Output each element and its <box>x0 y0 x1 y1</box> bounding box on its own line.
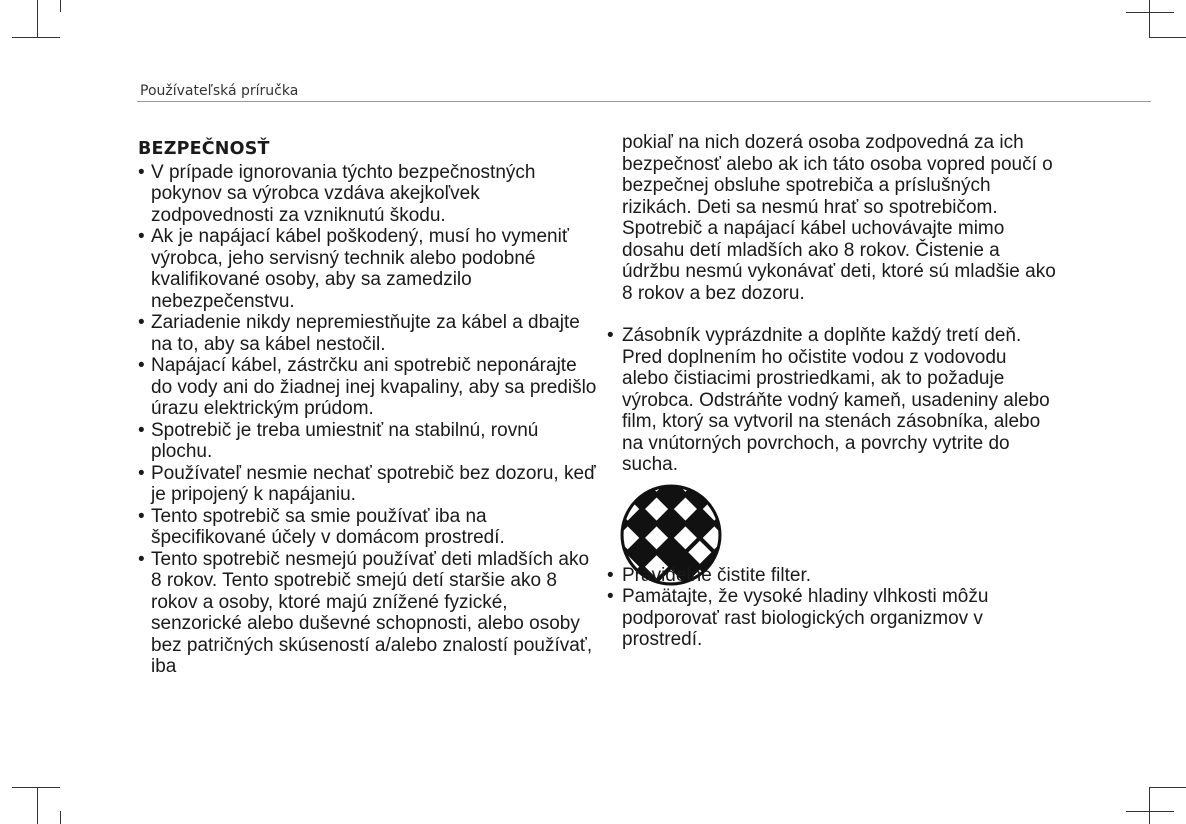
crop-mark <box>37 787 38 824</box>
list-item-text: Spotrebič je treba umiestniť na stabilnú, rovnú plochu. <box>151 419 539 462</box>
list-item-text: Zásobník vyprázdnite a doplňte každý tretí deň. Pred doplnením ho očistite vodou z vodovodu alebo čistiacimi prostriedkami, ak to požaduje výrobca. Odstráňte vodný kameň, usadeniny alebo film, ktorý sa vytvoril na stenách zásobníka, alebo na vnútorných povrchoch, a povrchy vytrite do sucha. <box>622 325 1050 475</box>
crop-mark <box>37 0 38 37</box>
crop-mark <box>1126 12 1174 13</box>
crop-mark <box>1149 787 1150 824</box>
header-rule <box>137 101 1151 102</box>
list-item <box>606 565 1056 587</box>
list-item <box>137 162 597 227</box>
bullet: • <box>138 355 145 376</box>
crop-mark <box>60 811 61 824</box>
list-item <box>606 325 1056 476</box>
bullet: • <box>138 161 145 183</box>
list-item-text: Ak je napájací kábel poškodený, musí ho vymeniť výrobca, jeho servisný technik alebo podobné kvalifikované osoby, aby sa zamedzilo nebezpečenstvu. <box>151 226 569 312</box>
list-item-text: Tento spotrebič nesmejú používať deti mladších ako 8 rokov. Tento spotrebič smejú detí staršie ako 8 rokov a osoby, ktoré majú znížené fyzické, senzorické alebo duševné schopnosti, alebo osoby bez patričných skúseností a/alebo znalostí používať, iba <box>151 548 593 677</box>
list-item <box>606 586 1056 651</box>
tips-list <box>606 565 1056 651</box>
list-item <box>137 226 597 312</box>
bullet: • <box>138 505 145 527</box>
icon-area <box>606 476 1056 565</box>
list-item-text: V prípade ignorovania týchto bezpečnostných pokynov sa výrobca vzdáva akejkoľvek zodpovednosti za vzniknutú škodu. <box>151 161 536 226</box>
bullet: • <box>138 419 145 441</box>
crop-mark <box>1149 787 1186 788</box>
bullet: • <box>607 564 614 586</box>
running-header: Používateľská príručka <box>140 83 299 99</box>
left-column <box>137 139 597 678</box>
bullet: • <box>138 548 145 570</box>
maintenance-list <box>606 325 1056 476</box>
section-title: BEZPEČNOSŤ <box>138 139 270 159</box>
list-item-text: Zariadenie nikdy nepremiestňujte za kábel a dbajte na to, aby sa kábel nestočil. <box>151 312 580 355</box>
list-item-text: Tento spotrebič sa smie používať iba na špecifikované účely v domácom prostredí. <box>151 505 505 548</box>
list-item-text: Pravidelne čistite filter. <box>622 564 812 586</box>
list-item <box>137 420 597 463</box>
crop-mark <box>1149 0 1150 37</box>
list-item <box>137 506 597 549</box>
crop-mark <box>1149 37 1186 38</box>
crop-mark <box>12 37 60 38</box>
bullet: • <box>138 226 145 247</box>
crop-mark <box>1126 811 1174 812</box>
list-item <box>137 549 597 678</box>
list-item-text: Napájací kábel, zástrčku ani spotrebič neponárajte do vody ani do žiadnej inej kvapaliny, aby sa predišlo úrazu elektrickým prúdom. <box>151 355 597 419</box>
crop-mark <box>12 787 60 788</box>
list-item-text: Pamätajte, že vysoké hladiny vlhkosti môžu podporovať rast biologických organizmov v prostredí. <box>622 586 989 650</box>
list-item <box>137 463 597 506</box>
right-column <box>606 132 1056 651</box>
continuation-paragraph: pokiaľ na nich dozerá osoba zodpovedná za ich bezpečnosť alebo ak ich táto osoba vopred poučí o bezpečnej obsluhe spotrebiča a príslušných rizikách. Deti sa nesmú hrať so spotrebičom. Spotrebič a napájací kábel uchovávajte mimo dosahu detí mladších ako 8 rokov. Čistenie a údržbu nesmú vykonávať deti, ktoré sú mladšie ako 8 rokov a bez dozoru. <box>622 132 1056 304</box>
crop-mark <box>60 0 61 12</box>
list-item-text: Používateľ nesmie nechať spotrebič bez dozoru, keď je pripojený k napájaniu. <box>151 462 596 505</box>
bullet: • <box>607 586 614 607</box>
list-item <box>137 355 597 420</box>
bullet: • <box>607 325 614 346</box>
list-item <box>137 312 597 355</box>
bullet: • <box>138 312 145 333</box>
safety-list <box>137 162 597 678</box>
bullet: • <box>138 462 145 484</box>
